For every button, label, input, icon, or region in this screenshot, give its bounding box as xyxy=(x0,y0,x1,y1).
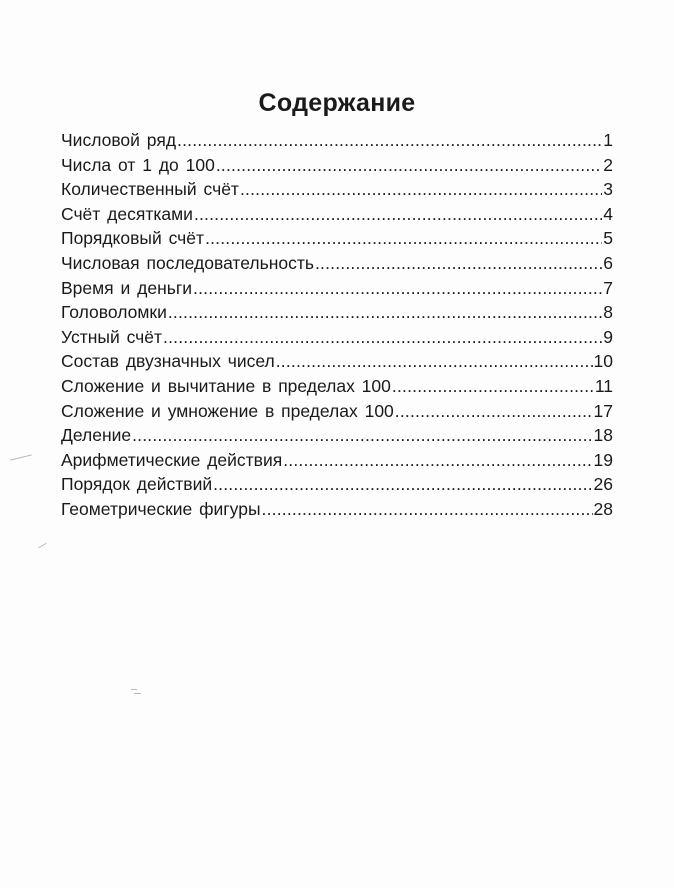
dot-leader xyxy=(216,153,602,178)
toc-entry-title: Числовой ряд xyxy=(61,130,177,150)
toc-entry xyxy=(61,300,613,325)
toc-entry-page: 8 xyxy=(603,302,613,323)
dot-leader xyxy=(213,472,592,497)
toc-entry-page: 6 xyxy=(603,252,613,273)
toc-entry xyxy=(61,497,613,522)
toc-entry xyxy=(61,423,613,448)
scan-speck xyxy=(134,693,141,694)
dot-leader xyxy=(392,374,594,399)
toc-entry-page: 1 xyxy=(603,130,613,150)
toc-entry-page: 18 xyxy=(593,425,613,446)
toc-entry-title: Счёт десятками xyxy=(61,203,193,224)
toc-entry-page: 26 xyxy=(593,474,613,495)
toc-entry xyxy=(61,448,613,473)
toc-entry-page: 2 xyxy=(603,154,613,175)
dot-leader xyxy=(315,251,602,276)
toc-entry-title: Числовая последовательность xyxy=(61,252,314,273)
dot-leader xyxy=(205,226,602,251)
dot-leader xyxy=(262,497,593,522)
toc-entry-page: 19 xyxy=(593,449,613,470)
toc-entry-title: Количественный счёт xyxy=(61,179,239,200)
toc-entry-title: Сложение и умножение в пределах 100 xyxy=(61,400,394,421)
toc-entry xyxy=(61,325,613,350)
toc-entry-title: Головоломки xyxy=(61,302,167,323)
toc-entry xyxy=(61,374,613,399)
toc-entry-page: 7 xyxy=(603,277,613,298)
toc-entry xyxy=(61,472,613,497)
scan-speck xyxy=(10,454,32,460)
dot-leader xyxy=(168,300,602,325)
scan-speck xyxy=(38,543,46,548)
dot-leader xyxy=(163,325,602,350)
toc-entry xyxy=(61,276,613,301)
dot-leader xyxy=(177,128,602,153)
toc-entry-page: 5 xyxy=(603,228,613,249)
dot-leader xyxy=(395,399,593,424)
toc-entry xyxy=(61,177,613,202)
scan-speck xyxy=(131,689,137,690)
toc-entry-title: Состав двузначных чисел xyxy=(61,351,275,372)
toc-entry-page: 17 xyxy=(593,400,613,421)
toc-entry xyxy=(61,349,613,374)
toc-entry-title: Геометрические фигуры xyxy=(61,498,261,519)
toc-entry-title: Устный счёт xyxy=(61,326,163,347)
toc-entry xyxy=(61,202,613,227)
toc-entry-title: Деление xyxy=(61,425,132,446)
toc-entry-title: Порядковый счёт xyxy=(61,228,205,249)
toc-entry-page: 3 xyxy=(603,179,613,200)
toc-entry-page: 4 xyxy=(603,203,613,224)
dot-leader xyxy=(194,202,602,227)
toc-entry-page: 11 xyxy=(594,375,613,396)
toc-entry-title: Порядок действий xyxy=(61,474,213,495)
dot-leader xyxy=(240,177,602,202)
toc-entry xyxy=(61,251,613,276)
dot-leader xyxy=(193,276,602,301)
toc-entry-page: 28 xyxy=(593,498,613,519)
toc-entry-page: 10 xyxy=(593,351,613,372)
toc-entry-title: Время и деньги xyxy=(61,277,193,298)
table-of-contents xyxy=(61,128,613,522)
toc-entry-title: Арифметические действия xyxy=(61,449,283,470)
toc-entry xyxy=(61,153,613,178)
dot-leader xyxy=(276,349,593,374)
toc-entry xyxy=(61,399,613,424)
dot-leader xyxy=(132,423,592,448)
toc-entry xyxy=(61,226,613,251)
toc-entry-title: Числа от 1 до 100 xyxy=(61,154,215,175)
toc-entry-title: Сложение и вычитание в пределах 100 xyxy=(61,375,391,396)
toc-entry xyxy=(61,128,613,153)
page-title: Содержание xyxy=(258,88,416,117)
dot-leader xyxy=(283,448,592,473)
toc-entry-page: 9 xyxy=(603,326,613,347)
